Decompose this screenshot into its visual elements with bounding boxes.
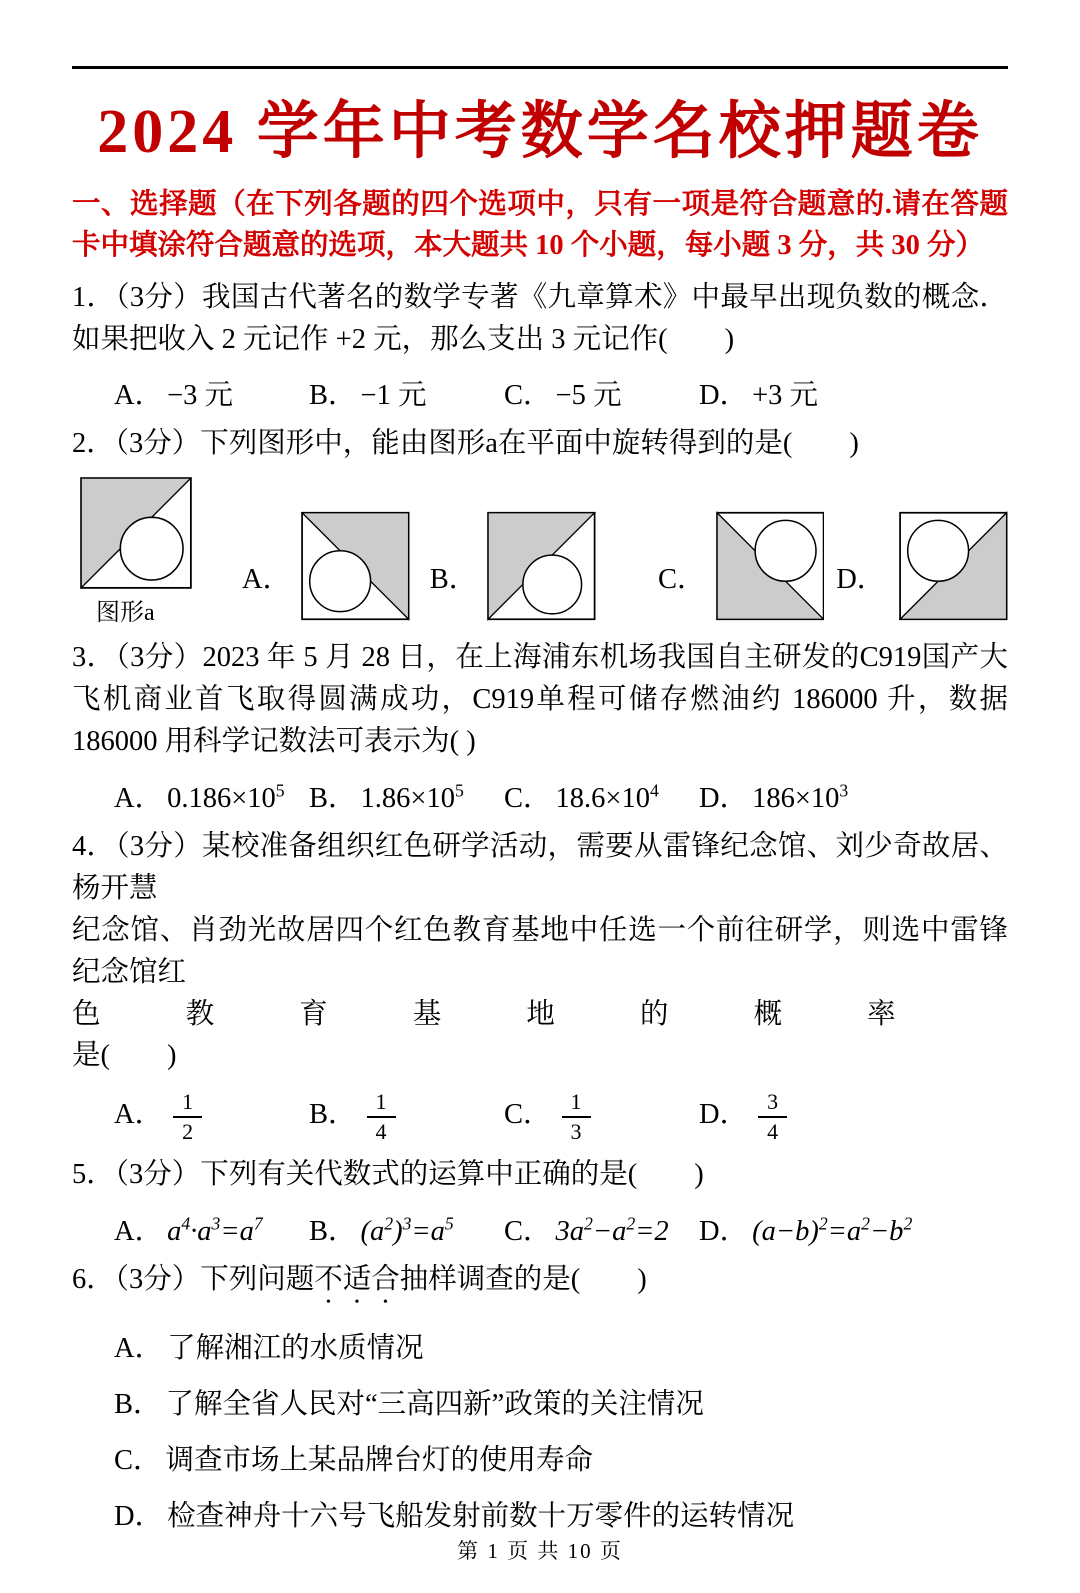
option-label: D． bbox=[699, 1215, 749, 1247]
fraction-numerator: 1 bbox=[367, 1089, 396, 1117]
fraction bbox=[367, 1089, 396, 1144]
question-3-option-d bbox=[699, 775, 848, 816]
question-4-line4: 是( ) bbox=[72, 1040, 177, 1072]
question-4-option-c bbox=[504, 1089, 699, 1144]
option-label: C． bbox=[504, 1215, 552, 1247]
option-value: $186\times 10^3$ bbox=[752, 780, 849, 814]
question-4-line3: 色教育基地的概率 bbox=[72, 998, 896, 1030]
option-label: B． bbox=[309, 1215, 357, 1247]
option-label: C． bbox=[504, 782, 552, 814]
option-label: A． bbox=[114, 1099, 164, 1131]
question-6-text-emphasis: 不适合 bbox=[314, 1263, 400, 1295]
question-6-option-c bbox=[114, 1437, 1008, 1478]
figure-option-c bbox=[716, 510, 825, 622]
figure-option-a bbox=[301, 510, 410, 622]
fraction-denominator: 4 bbox=[767, 1118, 779, 1144]
question-1-option-d bbox=[699, 372, 818, 413]
fraction-numerator: 1 bbox=[562, 1089, 591, 1117]
question-5-text: 5．（3分）下列有关代数式的运算中正确的是( ) bbox=[72, 1158, 704, 1190]
question-1 bbox=[72, 277, 1008, 414]
option-label: D． bbox=[699, 782, 749, 814]
option-value: $(a^2)^3=a^5$ bbox=[360, 1213, 454, 1247]
figure-a bbox=[80, 477, 192, 589]
question-3 bbox=[72, 637, 1008, 816]
question-1-option-c bbox=[504, 372, 699, 413]
figure-a-block bbox=[80, 477, 192, 627]
question-2 bbox=[72, 423, 1008, 627]
question-2-option-d-label: D． bbox=[836, 564, 886, 596]
question-3-option-a bbox=[114, 775, 309, 816]
option-text: 检查神舟十六号飞船发射前数十万零件的运转情况 bbox=[167, 1500, 795, 1532]
option-value: −5 元 bbox=[555, 380, 622, 412]
question-6-text-post: 抽样调查的是( ) bbox=[399, 1263, 647, 1295]
question-2-text: 2．（3分）下列图形中，能由图形a在平面中旋转得到的是( ) bbox=[72, 428, 859, 460]
exam-page bbox=[0, 66, 1080, 1593]
option-label: C． bbox=[504, 1099, 552, 1131]
question-6 bbox=[72, 1259, 1008, 1534]
fraction bbox=[562, 1089, 591, 1144]
option-value: $a^4\cdot a^3=a^7$ bbox=[167, 1213, 263, 1247]
question-5 bbox=[72, 1154, 1008, 1249]
option-label: A． bbox=[114, 782, 164, 814]
fraction-numerator: 1 bbox=[173, 1089, 202, 1117]
question-3-text: 3．（3分）2023 年 5 月 28 日，在上海浦东机场我国自主研发的C919国产大飞机商业首飞取得圆满成功，C919单程可储存燃油约 186000 升，数据 186000 用科学记数法可表示为( ) bbox=[72, 642, 1008, 758]
question-5-option-a bbox=[114, 1208, 309, 1249]
question-5-option-c bbox=[504, 1208, 699, 1249]
question-2-figures bbox=[72, 477, 1008, 627]
option-value: $0.186\times 10^5$ bbox=[167, 780, 285, 814]
question-5-option-b bbox=[309, 1208, 504, 1249]
figure-a-caption: 图形a bbox=[96, 600, 155, 627]
question-6-text bbox=[72, 1259, 1008, 1310]
option-value: $1.86\times 10^5$ bbox=[360, 780, 464, 814]
question-4-line1: 4．（3分）某校准备组织红色研学活动，需要从雷锋纪念馆、刘少奇故居、杨开慧 bbox=[72, 830, 1008, 904]
question-3-option-c bbox=[504, 775, 699, 816]
option-value: −3 元 bbox=[167, 380, 234, 412]
question-6-option-d bbox=[114, 1493, 1008, 1534]
page-title: 2024 学年中考数学名校押题卷 bbox=[97, 98, 983, 166]
question-4-option-b bbox=[309, 1089, 504, 1144]
option-label: D． bbox=[114, 1500, 164, 1532]
option-label: A． bbox=[114, 1332, 164, 1364]
option-label: A． bbox=[114, 380, 164, 412]
section-header: 一、选择题（在下列各题的四个选项中，只有一项是符合题意的.请在答题卡中填涂符合题意的选项，本大题共 10 个小题，每小题 3 分，共 30 分） bbox=[72, 189, 1008, 262]
option-value: −1 元 bbox=[360, 380, 427, 412]
option-text: 了解全省人民对“三高四新”政策的关注情况 bbox=[165, 1388, 704, 1420]
question-2-option-c-label: C． bbox=[657, 564, 706, 596]
question-1-options bbox=[72, 372, 1008, 413]
question-4-options bbox=[72, 1089, 1008, 1144]
option-label: D． bbox=[699, 380, 749, 412]
question-4-option-a bbox=[114, 1089, 309, 1144]
option-value: $3a^2-a^2=2$ bbox=[555, 1213, 669, 1247]
question-6-option-a bbox=[114, 1325, 1008, 1366]
question-6-option-b bbox=[114, 1381, 1008, 1422]
question-2-option-b-label: B． bbox=[429, 564, 478, 596]
option-label: B． bbox=[309, 782, 357, 814]
option-value: +3 元 bbox=[752, 380, 819, 412]
question-4-line2: 纪念馆、肖劲光故居四个红色教育基地中任选一个前往研学，则选中雷锋纪念馆红 bbox=[72, 914, 1008, 988]
option-label: C． bbox=[114, 1444, 162, 1476]
option-label: D． bbox=[699, 1099, 749, 1131]
option-text: 调查市场上某品牌台灯的使用寿命 bbox=[165, 1444, 594, 1476]
option-label: C． bbox=[504, 380, 552, 412]
question-3-options bbox=[72, 775, 1008, 816]
fraction-denominator: 4 bbox=[375, 1118, 387, 1144]
figure-option-b bbox=[487, 510, 596, 622]
option-text: 了解湘江的水质情况 bbox=[167, 1332, 424, 1364]
question-5-options bbox=[72, 1208, 1008, 1249]
question-1-text: 1．（3分）我国古代著名的数学专著《九章算术》中最早出现负数的概念．如果把收入 2 元记作 +2 元，那么支出 3 元记作( ) bbox=[72, 281, 1008, 355]
question-1-option-b bbox=[309, 372, 504, 413]
page-footer: 第 1 页 共 10 页 bbox=[457, 1539, 623, 1563]
question-5-option-d bbox=[699, 1208, 912, 1249]
top-divider bbox=[72, 66, 1008, 69]
option-value: $18.6\times 10^4$ bbox=[555, 780, 659, 814]
option-label: B． bbox=[114, 1388, 162, 1420]
question-1-option-a bbox=[114, 372, 309, 413]
fraction bbox=[758, 1089, 787, 1144]
question-4-option-d bbox=[699, 1089, 787, 1144]
question-6-text-pre: 6．（3分）下列问题 bbox=[72, 1263, 315, 1295]
fraction-numerator: 3 bbox=[758, 1089, 787, 1117]
question-2-option-a-label: A． bbox=[242, 564, 292, 596]
fraction-denominator: 3 bbox=[570, 1118, 582, 1144]
question-4 bbox=[72, 826, 1008, 1144]
option-label: B． bbox=[309, 380, 357, 412]
figure-option-d bbox=[899, 510, 1008, 622]
question-3-option-b bbox=[309, 775, 504, 816]
fraction-denominator: 2 bbox=[182, 1118, 194, 1144]
fraction bbox=[173, 1089, 202, 1144]
option-label: A． bbox=[114, 1215, 164, 1247]
option-value: $(a-b)^2=a^2-b^2$ bbox=[752, 1213, 913, 1247]
option-label: B． bbox=[309, 1099, 357, 1131]
